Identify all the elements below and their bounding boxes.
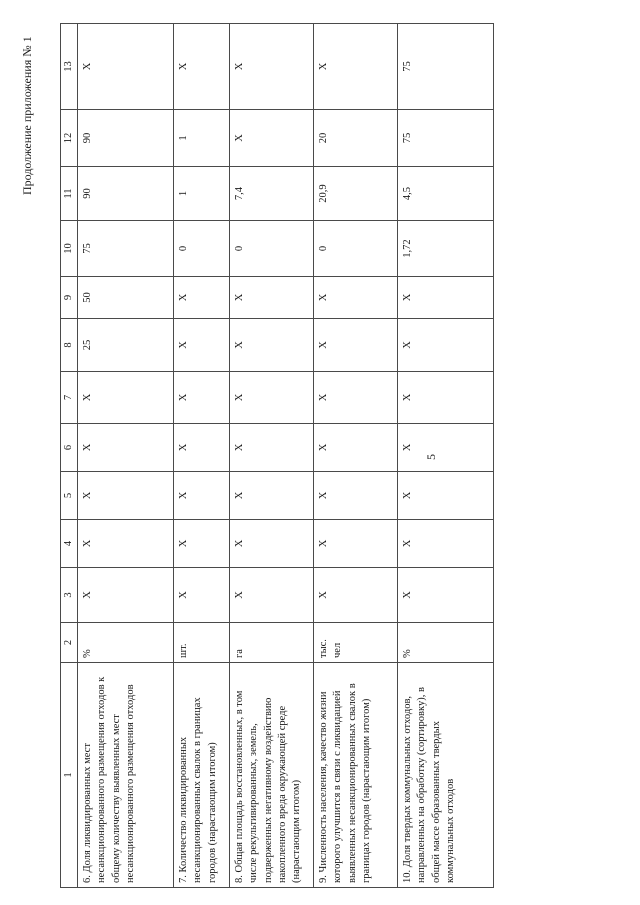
value-cell: Х — [398, 424, 494, 472]
table-row — [314, 24, 398, 888]
table-row — [398, 24, 494, 888]
value-cell: Х — [174, 520, 230, 568]
value-cell: Х — [230, 24, 314, 110]
appendix-caption: Продолжение приложения № 1 — [20, 36, 34, 195]
value-cell: Х — [78, 568, 174, 623]
value-cell: Х — [398, 472, 494, 520]
value-cell: Х — [398, 319, 494, 372]
header-row — [61, 24, 78, 888]
value-cell: 75 — [398, 110, 494, 167]
value-cell: Х — [314, 520, 398, 568]
value-cell: 7,4 — [230, 167, 314, 221]
page-number: 5 — [424, 454, 438, 460]
value-cell: 0 — [230, 221, 314, 277]
value-cell: 1 — [174, 110, 230, 167]
value-cell: 75 — [78, 221, 174, 277]
table-row — [78, 24, 174, 888]
value-cell: Х — [314, 277, 398, 319]
value-cell: Х — [174, 277, 230, 319]
value-cell: Х — [174, 568, 230, 623]
header-cell: 10 — [61, 221, 78, 277]
value-cell: Х — [174, 472, 230, 520]
value-cell: Х — [230, 319, 314, 372]
value-cell: Х — [398, 520, 494, 568]
indicator-description: 8. Общая площадь восстановленных, в том числе рекультивированных, земель, подверженных негативному воздействию накопленного вреда окружающей среде (нарастающим итогом) — [230, 663, 314, 888]
value-cell: Х — [230, 110, 314, 167]
value-cell: Х — [314, 568, 398, 623]
value-cell: Х — [78, 472, 174, 520]
header-cell: 5 — [61, 472, 78, 520]
unit-cell: шт. — [174, 623, 230, 663]
value-cell: Х — [398, 277, 494, 319]
value-cell: 0 — [174, 221, 230, 277]
header-cell: 2 — [61, 623, 78, 663]
value-cell: Х — [230, 424, 314, 472]
value-cell: 90 — [78, 110, 174, 167]
value-cell: 1 — [174, 167, 230, 221]
indicator-description: 9. Численность населения, качество жизни которого улучшится в связи с ликвидацией выявленных несанкционированных свалок в границах городов (нарастающим итогом) — [314, 663, 398, 888]
value-cell: Х — [78, 520, 174, 568]
value-cell: Х — [230, 372, 314, 424]
unit-cell: % — [398, 623, 494, 663]
indicators-table — [60, 23, 494, 888]
indicator-description: 10. Доля твердых коммунальных отходов, направленных на обработку (сортировку), в общей массе образованных твердых коммунальных отходов — [398, 663, 494, 888]
value-cell: 25 — [78, 319, 174, 372]
value-cell: 50 — [78, 277, 174, 319]
value-cell: Х — [230, 472, 314, 520]
header-cell: 1 — [61, 663, 78, 888]
value-cell: Х — [314, 424, 398, 472]
value-cell: Х — [314, 319, 398, 372]
value-cell: Х — [174, 319, 230, 372]
value-cell: 0 — [314, 221, 398, 277]
value-cell: Х — [174, 424, 230, 472]
header-cell: 9 — [61, 277, 78, 319]
value-cell: Х — [78, 372, 174, 424]
value-cell: Х — [314, 372, 398, 424]
value-cell: Х — [230, 568, 314, 623]
unit-cell: га — [230, 623, 314, 663]
value-cell: Х — [174, 24, 230, 110]
value-cell: 20 — [314, 110, 398, 167]
header-cell: 7 — [61, 372, 78, 424]
value-cell: 4,5 — [398, 167, 494, 221]
header-cell: 8 — [61, 319, 78, 372]
header-cell: 13 — [61, 24, 78, 110]
table-row — [230, 24, 314, 888]
value-cell: Х — [78, 24, 174, 110]
value-cell: Х — [230, 277, 314, 319]
table-row — [174, 24, 230, 888]
value-cell: Х — [398, 568, 494, 623]
value-cell: Х — [174, 372, 230, 424]
header-cell: 11 — [61, 167, 78, 221]
indicator-description: 6. Доля ликвидированных мест несанкционированного размещения отходов к общему количеству выявленных мест несанкционированного размещения отходов — [78, 663, 174, 888]
value-cell: 75 — [398, 24, 494, 110]
value-cell: Х — [230, 520, 314, 568]
value-cell: Х — [314, 24, 398, 110]
header-cell: 3 — [61, 568, 78, 623]
header-cell: 12 — [61, 110, 78, 167]
unit-cell: % — [78, 623, 174, 663]
value-cell: 20,9 — [314, 167, 398, 221]
unit-cell: тыс. чел — [314, 623, 398, 663]
value-cell: 1,72 — [398, 221, 494, 277]
value-cell: 90 — [78, 167, 174, 221]
value-cell: Х — [314, 472, 398, 520]
value-cell: Х — [398, 372, 494, 424]
indicator-description: 7. Количество ликвидированных несанкционированных свалок в границах городов (нарастающим итогом) — [174, 663, 230, 888]
header-cell: 4 — [61, 520, 78, 568]
value-cell: Х — [78, 424, 174, 472]
header-cell: 6 — [61, 424, 78, 472]
